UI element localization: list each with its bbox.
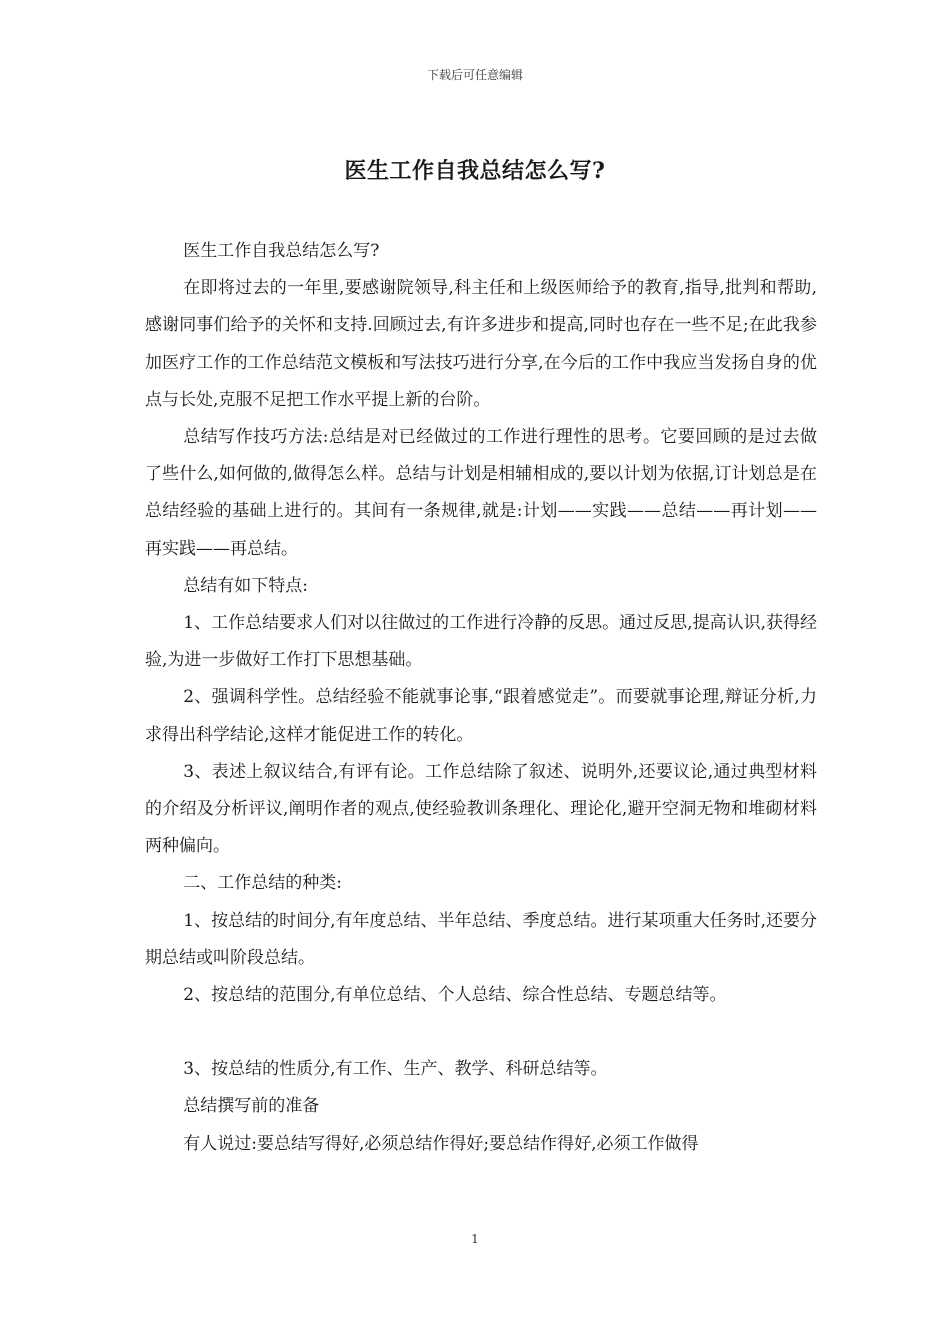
paragraph: 总结写作技巧方法:总结是对已经做过的工作进行理性的思考。它要回顾的是过去做了些什么,如何做的,做得怎么样。总结与计划是相辅相成的,要以计划为依据,订计划总是在总结经验的基础上进行的。其间有一条规律,就是:计划——实践——总结——再计划——再实践——再总结。 — [145, 427, 817, 559]
header-note: 下载后可任意编辑 — [426, 68, 523, 82]
paragraph: 总结撰写前的准备 — [183, 1096, 320, 1117]
paragraph: 2、按总结的范围分,有单位总结、个人总结、综合性总结、专题总结等。 — [183, 985, 727, 1006]
paragraph: 3、按总结的性质分,有工作、生产、教学、科研总结等。 — [183, 1059, 608, 1080]
document-body — [145, 233, 817, 1163]
paragraph: 1、按总结的时间分,有年度总结、半年总结、季度总结。进行某项重大任务时,还要分期总结或叫阶段总结。 — [145, 910, 817, 968]
page-number: 1 — [471, 1232, 479, 1246]
paragraph: 1、工作总结要求人们对以往做过的工作进行冷静的反思。通过反思,提高认识,获得经验,为进一步做好工作打下思想基础。 — [145, 613, 817, 671]
paragraph: 3、表述上叙议结合,有评有论。工作总结除了叙述、说明外,还要议论,通过典型材料的介绍及分析评议,阐明作者的观点,使经验教训条理化、理论化,避开空洞无物和堆砌材料两种偏向。 — [145, 761, 817, 857]
document-title: 医生工作自我总结怎么写? — [344, 158, 606, 184]
paragraph: 有人说过:要总结写得好,必须总结作得好;要总结作得好,必须工作做得 — [183, 1133, 699, 1154]
paragraph: 总结有如下特点: — [183, 575, 308, 596]
paragraph: 在即将过去的一年里,要感谢院领导,科主任和上级医师给予的教育,指导,批判和帮助,感谢同事们给予的关怀和支持.回顾过去,有许多进步和提高,同时也存在一些不足;在此我参加医疗工作的工作总结范文模板和写法技巧进行分享,在今后的工作中我应当发扬自身的优点与长处,克服不足把工作水平提上新的台阶。 — [145, 278, 817, 410]
paragraph: 医生工作自我总结怎么写? — [183, 241, 380, 261]
paragraph: 二、工作总结的种类: — [183, 873, 342, 894]
paragraph: 2、强调科学性。总结经验不能就事论事,“跟着感觉走”。而要就事论理,辩证分析,力求得出科学结论,这样才能促进工作的转化。 — [145, 687, 817, 745]
